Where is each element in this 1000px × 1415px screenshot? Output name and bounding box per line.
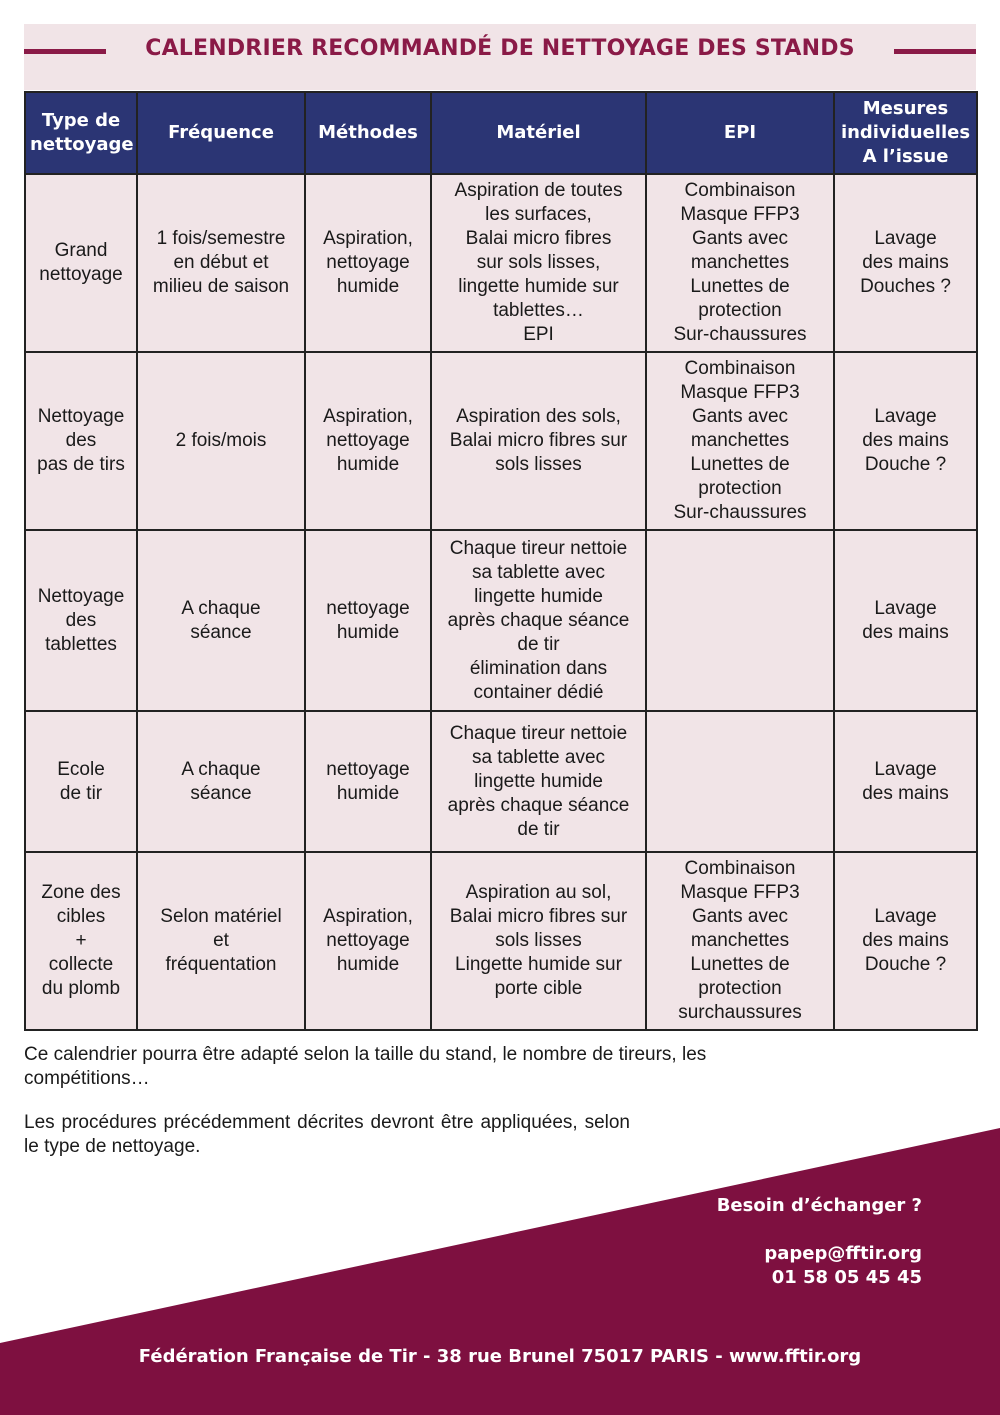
cell-type: Nettoyage des tablettes <box>25 530 137 711</box>
cell-frequency: Selon matériel et fréquentation <box>137 852 305 1030</box>
cell-frequency: A chaque séance <box>137 530 305 711</box>
cell-frequency: A chaque séance <box>137 711 305 852</box>
cell-epi: Combinaison Masque FFP3 Gants avec manchettes Lunettes de protection Sur-chaussures <box>646 352 834 530</box>
cell-material: Chaque tireur nettoie sa tablette avec lingette humide après chaque séance de tir <box>431 711 646 852</box>
procedures-note: Les procédures précédemment décrites devront être appliquées, selon le type de nettoyage. <box>24 1112 630 1157</box>
header-measures: Mesures individuelles A l’issue <box>834 92 977 174</box>
cell-frequency: 2 fois/mois <box>137 352 305 530</box>
contact-phone: 01 58 05 45 45 <box>771 1267 922 1288</box>
cell-material: Aspiration de toutes les surfaces, Balai micro fibres sur sols lisses, lingette humide sur tablettes… EPI <box>431 174 646 352</box>
cell-measures: Lavage des mains <box>834 530 977 711</box>
header-type: Type de nettoyage <box>25 92 137 174</box>
cell-type: Ecole de tir <box>25 711 137 852</box>
cell-measures: Lavage des mains Douche ? <box>834 352 977 530</box>
cell-measures: Lavage des mains <box>834 711 977 852</box>
cell-methods: Aspiration, nettoyage humide <box>305 852 431 1030</box>
cell-methods: Aspiration, nettoyage humide <box>305 174 431 352</box>
adaptation-note: Ce calendrier pourra être adapté selon la taille du stand, le nombre de tireurs, les compétitions… <box>24 1044 707 1089</box>
header-methods: Méthodes <box>305 92 431 174</box>
cell-material: Aspiration des sols, Balai micro fibres sur sols lisses <box>431 352 646 530</box>
contact-email-link[interactable]: papep@fftir.org <box>764 1243 922 1264</box>
contact-question: Besoin d’échanger ? <box>716 1195 922 1216</box>
cell-type: Grand nettoyage <box>25 174 137 352</box>
cell-methods: Aspiration, nettoyage humide <box>305 352 431 530</box>
cell-measures: Lavage des mains Douches ? <box>834 174 977 352</box>
cell-epi: Combinaison Masque FFP3 Gants avec manchettes Lunettes de protection Sur-chaussures <box>646 174 834 352</box>
cell-epi: Combinaison Masque FFP3 Gants avec manchettes Lunettes de protection surchaussures <box>646 852 834 1030</box>
cell-measures: Lavage des mains Douche ? <box>834 852 977 1030</box>
header-frequency: Fréquence <box>137 92 305 174</box>
header-epi: EPI <box>646 92 834 174</box>
cell-type: Zone des cibles + collecte du plomb <box>25 852 137 1030</box>
header-material: Matériel <box>431 92 646 174</box>
cell-material: Aspiration au sol, Balai micro fibres sur sols lisses Lingette humide sur porte cible <box>431 852 646 1030</box>
cell-methods: nettoyage humide <box>305 711 431 852</box>
cell-methods: nettoyage humide <box>305 530 431 711</box>
cell-type: Nettoyage des pas de tirs <box>25 352 137 530</box>
cell-material: Chaque tireur nettoie sa tablette avec lingette humide après chaque séance de tir élimination dans container dédié <box>431 530 646 711</box>
cell-frequency: 1 fois/semestre en début et milieu de saison <box>137 174 305 352</box>
page-title: CALENDRIER RECOMMANDÉ DE NETTOYAGE DES STANDS <box>145 36 855 61</box>
footer-address: Fédération Française de Tir - 38 rue Brunel 75017 PARIS - www.fftir.org <box>138 1346 862 1367</box>
